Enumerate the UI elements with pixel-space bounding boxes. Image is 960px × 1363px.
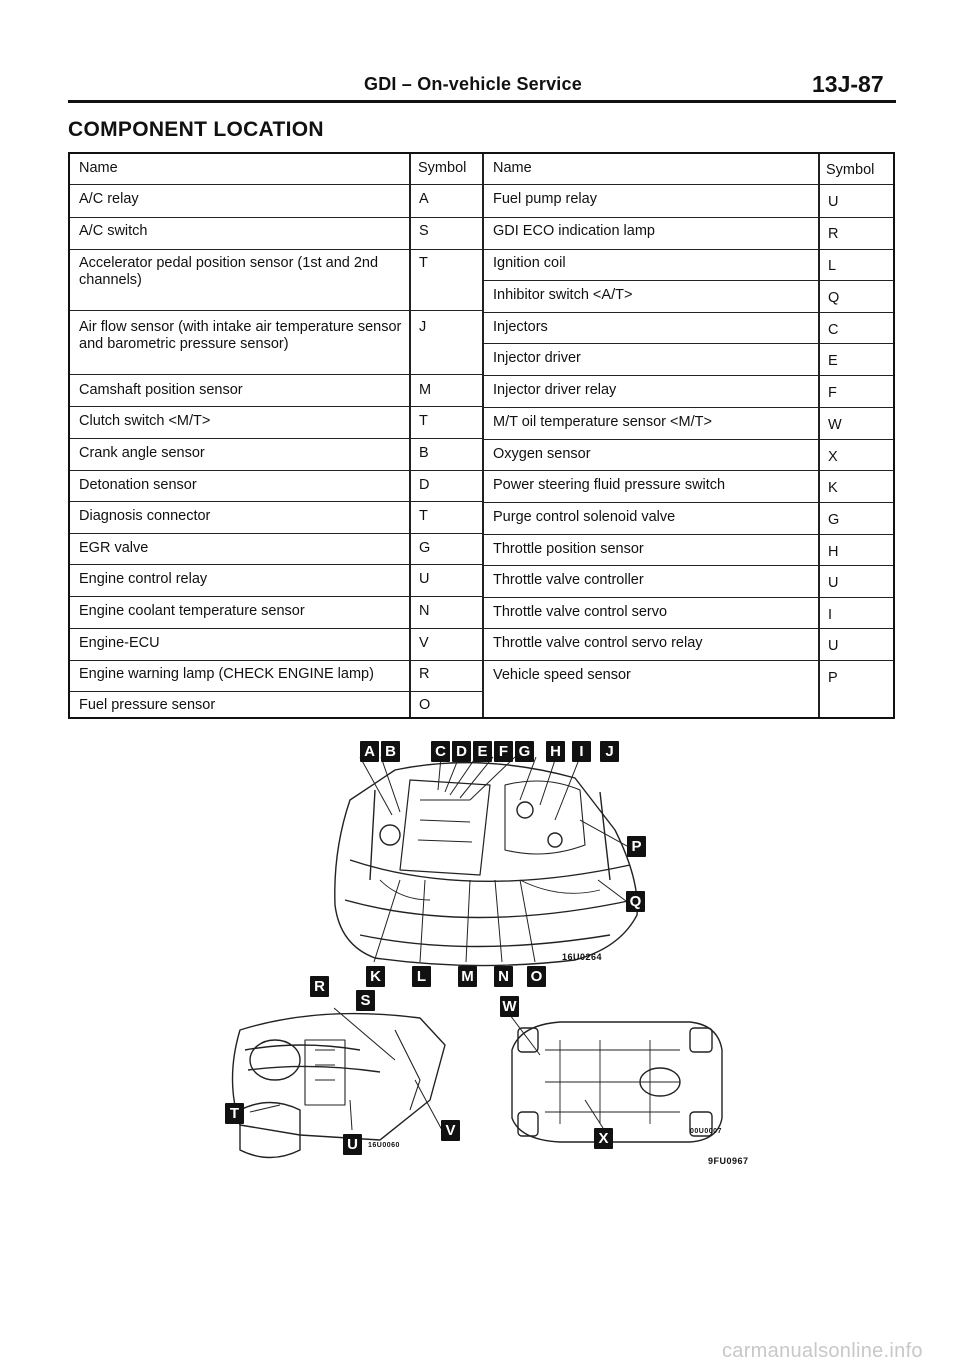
table-cell-name: Engine control relay xyxy=(79,571,208,587)
symbol-tag: E xyxy=(473,741,492,762)
symbol-tag: G xyxy=(515,741,534,762)
table-cell-symbol: U xyxy=(828,194,839,210)
table-cell-symbol: P xyxy=(828,670,838,686)
table-cell-name: Air flow sensor (with intake air temperature sensor and barometric pressure sensor) xyxy=(79,319,402,352)
table-cell-symbol: O xyxy=(419,697,431,713)
table-cell-symbol: A xyxy=(419,191,429,207)
table-cell-name: Injector driver xyxy=(493,350,581,366)
dashboard-drawing xyxy=(233,1000,446,1158)
symbol-tag: K xyxy=(366,966,385,987)
table-cell-name: GDI ECO indication lamp xyxy=(493,223,655,239)
symbol-tag: F xyxy=(494,741,513,762)
figure-code: 9FU0967 xyxy=(708,1156,749,1166)
table-cell-symbol: U xyxy=(828,638,839,654)
symbol-tag: V xyxy=(441,1120,460,1141)
table-cell-symbol: K xyxy=(828,480,838,496)
table-cell-name: EGR valve xyxy=(79,540,149,556)
page-number: 13J-87 xyxy=(812,71,884,97)
table-cell-symbol: G xyxy=(419,540,431,556)
table-cell-symbol: I xyxy=(828,607,833,623)
table-cell-symbol: N xyxy=(419,603,430,619)
table-cell-name: Injector driver relay xyxy=(493,382,617,398)
col-header-name: Name xyxy=(79,160,118,176)
table-cell-symbol: R xyxy=(828,226,839,242)
table-cell-symbol: X xyxy=(828,449,838,465)
symbol-tag: H xyxy=(546,741,565,762)
table-cell-name: Ignition coil xyxy=(493,255,566,271)
table-cell-symbol: B xyxy=(419,445,429,461)
symbol-tag: R xyxy=(310,976,329,997)
watermark-footer: carmanualsonline.info xyxy=(722,1340,923,1362)
table-cell-name: Vehicle speed sensor xyxy=(493,667,631,683)
col-header-symbol: Symbol xyxy=(418,160,467,176)
symbol-tag: S xyxy=(356,990,375,1011)
symbol-tag: O xyxy=(527,966,546,987)
table-cell-symbol: L xyxy=(828,258,837,274)
symbol-tag: B xyxy=(381,741,400,762)
underbody-drawing xyxy=(510,1015,722,1142)
table-cell-symbol: H xyxy=(828,544,839,560)
col-header-symbol: Symbol xyxy=(826,162,875,178)
table-cell-symbol: U xyxy=(419,571,430,587)
table-cell-name: Injectors xyxy=(493,319,548,335)
table-cell-symbol: V xyxy=(419,635,429,651)
table-cell-name: Detonation sensor xyxy=(79,477,197,493)
symbol-tag: U xyxy=(343,1134,362,1155)
table-cell-name: Throttle valve controller xyxy=(493,572,644,588)
table-cell-name: Crank angle sensor xyxy=(79,445,205,461)
table-cell-symbol: F xyxy=(828,385,837,401)
symbol-tag: X xyxy=(594,1128,613,1149)
table-cell-name: Engine-ECU xyxy=(79,635,160,651)
symbol-tag: M xyxy=(458,966,477,987)
symbol-tag: P xyxy=(627,836,646,857)
table-cell-symbol: R xyxy=(419,666,430,682)
col-header-name: Name xyxy=(493,160,532,176)
table-cell-name: Power steering fluid pressure switch xyxy=(493,477,726,493)
symbol-tag: Q xyxy=(626,891,645,912)
symbol-tag: A xyxy=(360,741,379,762)
table-cell-name: Fuel pump relay xyxy=(493,191,597,207)
figure-code: 16U0264 xyxy=(562,952,603,962)
table-cell-name: Oxygen sensor xyxy=(493,446,591,462)
table-cell-name: M/T oil temperature sensor <M/T> xyxy=(493,414,712,430)
symbol-tag: T xyxy=(225,1103,244,1124)
table-cell-name: Throttle valve control servo relay xyxy=(493,635,703,651)
symbol-tag: D xyxy=(452,741,471,762)
table-cell-name: Engine warning lamp (CHECK ENGINE lamp) xyxy=(79,666,374,682)
table-cell-name: Diagnosis connector xyxy=(79,508,211,524)
figure-code: 16U0060 xyxy=(368,1142,400,1149)
table-cell-name: Purge control solenoid valve xyxy=(493,509,676,525)
symbol-tag: L xyxy=(412,966,431,987)
section-title: COMPONENT LOCATION xyxy=(68,118,324,141)
figure-code: 00U0007 xyxy=(690,1128,722,1135)
symbol-tag: W xyxy=(500,996,519,1017)
engine-bay-drawing xyxy=(335,757,638,966)
table-cell-symbol: T xyxy=(419,508,428,524)
table-cell-name: Throttle position sensor xyxy=(493,541,644,557)
table-cell-symbol: D xyxy=(419,477,430,493)
table-cell-name: Clutch switch <M/T> xyxy=(79,413,211,429)
table-cell-symbol: E xyxy=(828,353,838,369)
table-cell-symbol: M xyxy=(419,382,432,398)
symbol-tag: J xyxy=(600,741,619,762)
table-cell-name: Fuel pressure sensor xyxy=(79,697,216,713)
symbol-tag: I xyxy=(572,741,591,762)
table-cell-name: Inhibitor switch <A/T> xyxy=(493,287,633,303)
symbol-tag: N xyxy=(494,966,513,987)
table-cell-name: Accelerator pedal position sensor (1st and 2nd channels) xyxy=(79,255,379,288)
table-cell-symbol: C xyxy=(828,322,839,338)
table-cell-symbol: U xyxy=(828,575,839,591)
table-cell-symbol: G xyxy=(828,512,840,528)
table-cell-symbol: T xyxy=(419,255,428,271)
table-cell-symbol: T xyxy=(419,413,428,429)
table-cell-symbol: W xyxy=(828,417,842,433)
table-cell-symbol: S xyxy=(419,223,429,239)
table-cell-name: Camshaft position sensor xyxy=(79,382,243,398)
table-cell-name: A/C relay xyxy=(79,191,139,207)
header-title: GDI – On-vehicle Service xyxy=(364,74,582,94)
table-cell-name: Throttle valve control servo xyxy=(493,604,668,620)
table-cell-name: A/C switch xyxy=(79,223,148,239)
symbol-tag: C xyxy=(431,741,450,762)
table-cell-name: Engine coolant temperature sensor xyxy=(79,603,305,619)
table-cell-symbol: Q xyxy=(828,290,840,306)
table-cell-symbol: J xyxy=(419,319,427,335)
